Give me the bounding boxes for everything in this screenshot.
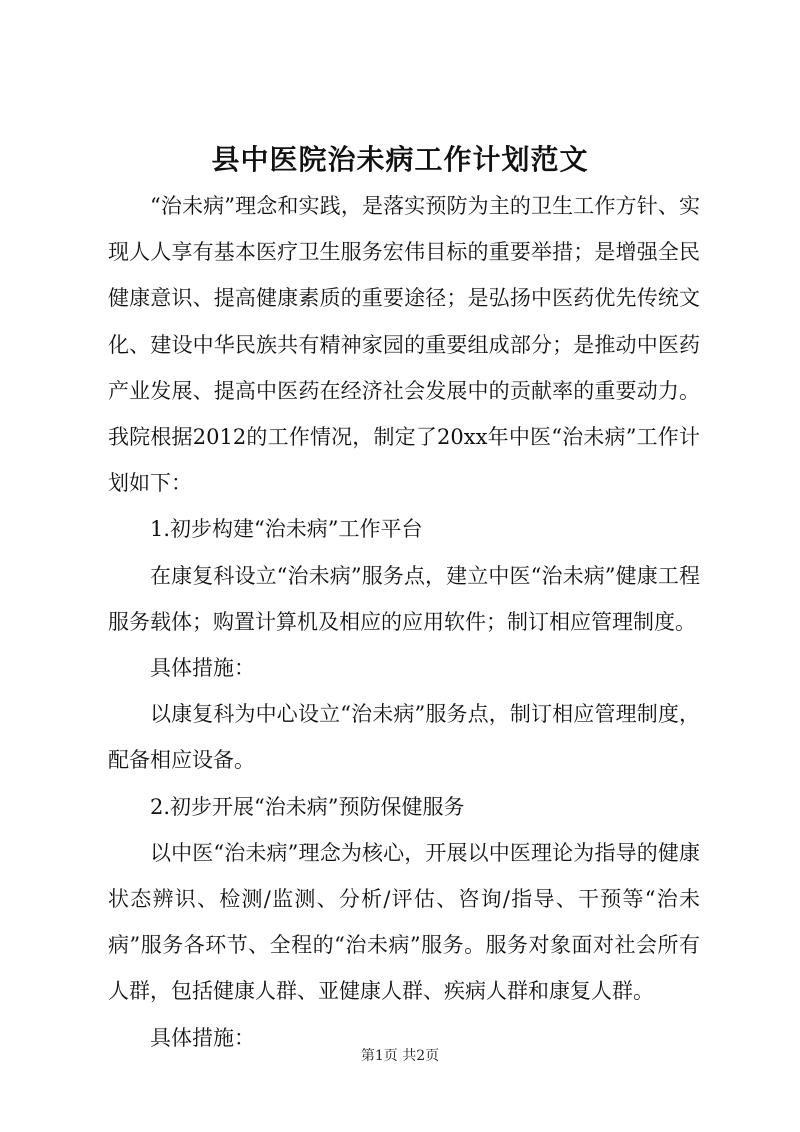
document-body xyxy=(108,183,700,1061)
measures-paragraph-1: 以康复科为中心设立“治未病”服务点，制订相应管理制度，配备相应设备。 xyxy=(108,702,700,773)
document-title: 县中医院治未病工作计划范文 xyxy=(211,143,589,176)
section-heading-1: 1.初步构建“治未病”工作平台 xyxy=(150,517,423,542)
section-1-paragraph: 在康复科设立“治未病”服务点，建立中医“治未病”健康工程服务载体；购置计算机及相应的应用软件；制订相应管理制度。 xyxy=(108,563,700,634)
page-footer: 第1页 共2页 xyxy=(360,1048,440,1064)
section-2-paragraph: 以中医“治未病”理念为核心，开展以中医理论为指导的健康状态辨识、检测/监测、分析/评估、咨询/指导、干预等“治未病”服务各环节、全程的“治未病”服务。服务对象面对社会所有人群，包括健康人群、亚健康人群、疾病人群和康复人群。 xyxy=(108,840,700,1004)
measures-label-2: 具体措施： xyxy=(150,1025,255,1050)
intro-paragraph: “治未病”理念和实践，是落实预防为主的卫生工作方针、实现人人享有基本医疗卫生服务宏伟目标的重要举措；是增强全民健康意识、提高健康素质的重要途径；是弘扬中医药优先传统文化、建设中华民族共有精神家园的重要组成部分；是推动中医药产业发展、提高中医药在经济社会发展中的贡献率的重要动力。我院根据2012的工作情况，制定了20xx年中医“治未病”工作计划如下： xyxy=(108,194,700,496)
measures-label-1: 具体措施： xyxy=(150,656,255,681)
section-heading-2: 2.初步开展“治未病”预防保健服务 xyxy=(150,794,465,819)
